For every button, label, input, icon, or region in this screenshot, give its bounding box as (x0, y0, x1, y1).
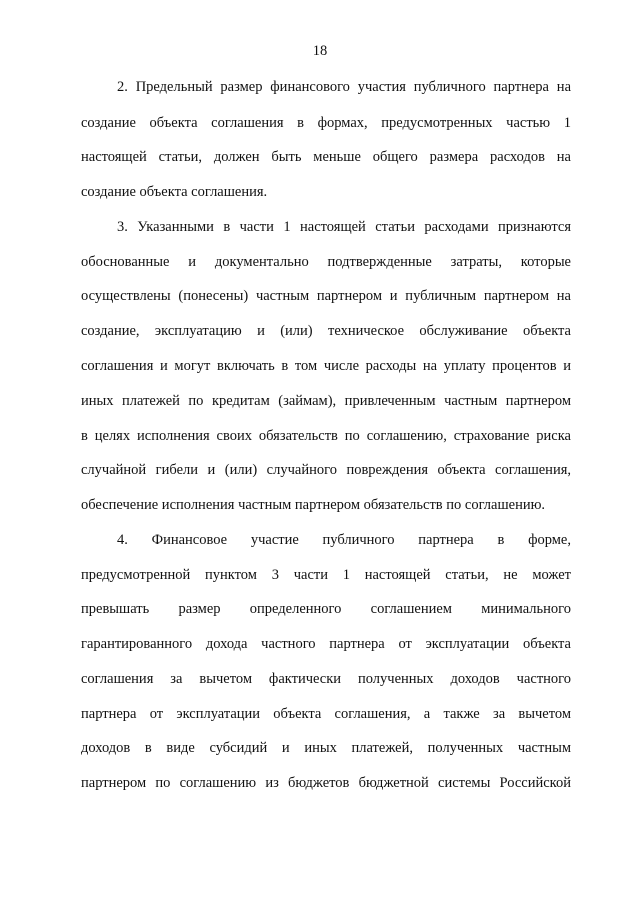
paragraph-4-line-3: превышать размер определенного соглашением минимального (81, 601, 571, 617)
paragraph-4-line-5: соглашения за вычетом фактически полученных доходов частного (81, 671, 571, 687)
paragraph-3-line-7: в целях исполнения своих обязательств по соглашению, страхование риска (81, 428, 571, 444)
paragraph-4-line-2: предусмотренной пунктом 3 части 1 настоящей статьи, не может (81, 567, 571, 583)
paragraph-4-line-6: партнера от эксплуатации объекта соглашения, а также за вычетом (81, 706, 571, 722)
paragraph-4-line-8: партнером по соглашению из бюджетов бюджетной системы Российской (81, 775, 571, 791)
paragraph-4-line-1: 4. Финансовое участие публичного партнера в форме, (117, 532, 571, 548)
paragraph-3-line-2: обоснованные и документально подтвержденные затраты, которые (81, 254, 571, 270)
paragraph-2-line-1: 2. Предельный размер финансового участия публичного партнера на (117, 79, 571, 95)
paragraph-3-line-5: соглашения и могут включать в том числе расходы на уплату процентов и (81, 358, 571, 374)
page-number: 18 (312, 43, 328, 59)
paragraph-2-line-4: создание объекта соглашения. (81, 184, 268, 200)
paragraph-3-line-3: осуществлены (понесены) частным партнером и публичным партнером на (81, 288, 571, 304)
paragraph-3-line-8: случайной гибели и (или) случайного повреждения объекта соглашения, (81, 462, 571, 478)
paragraph-2-line-3: настоящей статьи, должен быть меньше общего размера расходов на (81, 149, 571, 165)
paragraph-3-line-1: 3. Указанными в части 1 настоящей статьи расходами признаются (117, 219, 571, 235)
paragraph-3-line-4: создание, эксплуатацию и (или) техническое обслуживание объекта (81, 323, 571, 339)
paragraph-2-line-2: создание объекта соглашения в формах, предусмотренных частью 1 (81, 115, 571, 131)
paragraph-3-line-6: иных платежей по кредитам (займам), привлеченным частным партнером (81, 393, 571, 409)
paragraph-4-line-7: доходов в виде субсидий и иных платежей, полученных частным (81, 740, 571, 756)
paragraph-3-line-9: обеспечение исполнения частным партнером обязательств по соглашению. (81, 497, 546, 513)
paragraph-4-line-4: гарантированного дохода частного партнера от эксплуатации объекта (81, 636, 571, 652)
